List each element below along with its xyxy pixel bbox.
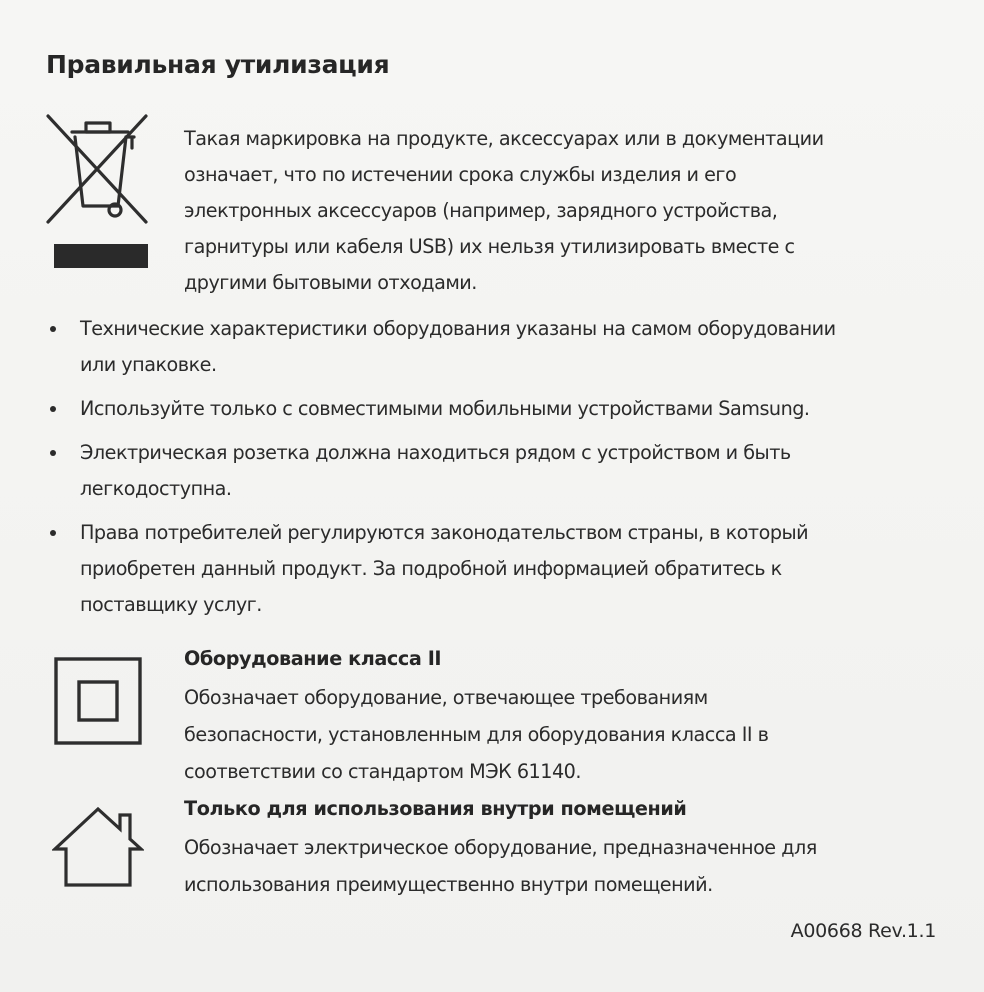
class-ii-line: безопасности, установленным для оборудования класса II в — [184, 723, 769, 746]
bullet-icon — [50, 530, 56, 536]
indoor-heading: Только для использования внутри помещений — [184, 797, 687, 820]
list-item-line: Используйте только с совместимыми мобильными устройствами Samsung. — [80, 397, 810, 420]
list-item — [46, 515, 946, 623]
list-item — [46, 391, 946, 427]
disposal-line: означает, что по истечении срока службы изделия и его — [184, 163, 737, 186]
list-item — [46, 435, 946, 507]
list-item-line: или упаковке. — [80, 353, 217, 376]
class-ii-heading: Оборудование класса II — [184, 647, 442, 670]
notes-list — [46, 311, 946, 631]
bullet-icon — [50, 326, 56, 332]
disposal-line: гарнитуры или кабеля USB) их нельзя утилизировать вместе с — [184, 235, 795, 258]
list-item-line: Технические характеристики оборудования указаны на самом оборудовании — [80, 317, 836, 340]
disposal-line: электронных аксессуаров (например, зарядного устройства, — [184, 199, 778, 222]
disposal-line: другими бытовыми отходами. — [184, 271, 477, 294]
bullet-icon — [50, 450, 56, 456]
class-ii-section — [184, 645, 944, 790]
revision-code: A00668 Rev.1.1 — [790, 920, 936, 942]
indoor-line: Обозначает электрическое оборудование, предназначенное для — [184, 836, 817, 859]
crossed-out-wheelie-bin-icon — [42, 110, 154, 272]
page-title: Правильная утилизация — [46, 50, 390, 79]
disposal-description — [184, 121, 924, 301]
indoor-description — [184, 829, 944, 903]
bullet-icon — [50, 406, 56, 412]
class-ii-double-square-icon — [52, 655, 144, 747]
list-item — [46, 311, 946, 383]
list-item-line: Права потребителей регулируются законодательством страны, в который — [80, 521, 809, 544]
class-ii-line: соответствии со стандартом МЭК 61140. — [184, 760, 581, 783]
indoor-section — [184, 795, 944, 903]
class-ii-line: Обозначает оборудование, отвечающее требованиям — [184, 686, 708, 709]
list-item-line: приобретен данный продукт. За подробной информацией обратитесь к — [80, 557, 782, 580]
indoor-line: использования преимущественно внутри помещений. — [184, 873, 713, 896]
indoor-use-house-icon — [52, 805, 144, 891]
list-item-line: легкодоступна. — [80, 477, 232, 500]
list-item-line: поставщику услуг. — [80, 593, 262, 616]
list-item-line: Электрическая розетка должна находиться рядом с устройством и быть — [80, 441, 791, 464]
disposal-line: Такая маркировка на продукте, аксессуарах или в документации — [184, 127, 824, 150]
class-ii-description — [184, 679, 944, 790]
